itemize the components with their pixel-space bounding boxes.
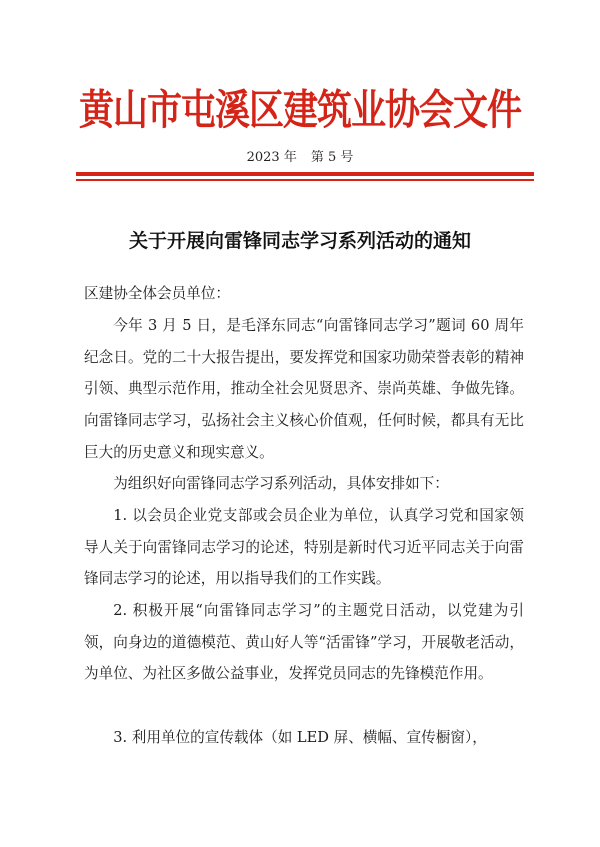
document-year: 2023 年 (246, 150, 297, 165)
paragraph-item-2: 2. 积极开展“向雷锋同志学习”的主题党日活动，以党建为引领，向身边的道德模范、黄山好人等“活雷锋”学习，开展敬老活动，为单位、为社区多做公益事业，发挥党员同志的先锋模范作用。 (84, 602, 524, 683)
document-number (0, 146, 600, 165)
document-issue-number: 第 5 号 (310, 150, 354, 165)
notice-title: 关于开展向雷锋同志学习系列活动的通知 (128, 230, 471, 252)
paragraph-arrangement: 为组织好向雷锋同志学习系列活动，具体安排如下： (113, 475, 449, 492)
header-divider-thin (76, 179, 534, 181)
paragraph-intro: 今年 3 月 5 日，是毛泽东同志“向雷锋同志学习”题词 60 周年纪念日。党的二十大报告提出，要发挥党和国家功勋荣誉表彰的精神引领、典型示范作用，推动全社会见贤思齐、崇尚英雄、争做先锋。向雷锋同志学习，弘扬社会主义核心价值观，任何时候，都具有无比巨大的历史意义和现实意义。 (84, 317, 524, 461)
salutation: 区建协全体会员单位： (84, 285, 230, 302)
header-divider-thick (76, 172, 534, 176)
document-header-title: 黄山市屯溪区建筑业协会文件 (78, 86, 521, 135)
paragraph-item-3: 3. 利用单位的宣传载体（如 LED 屏、横幅、宣传橱窗）， (113, 729, 487, 746)
paragraph-item-1: 1. 以会员企业党支部或会员企业为单位，认真学习党和国家领导人关于向雷锋同志学习的论述，特别是新时代习近平同志关于向雷锋同志学习的论述，用以指导我们的工作实践。 (84, 507, 524, 588)
